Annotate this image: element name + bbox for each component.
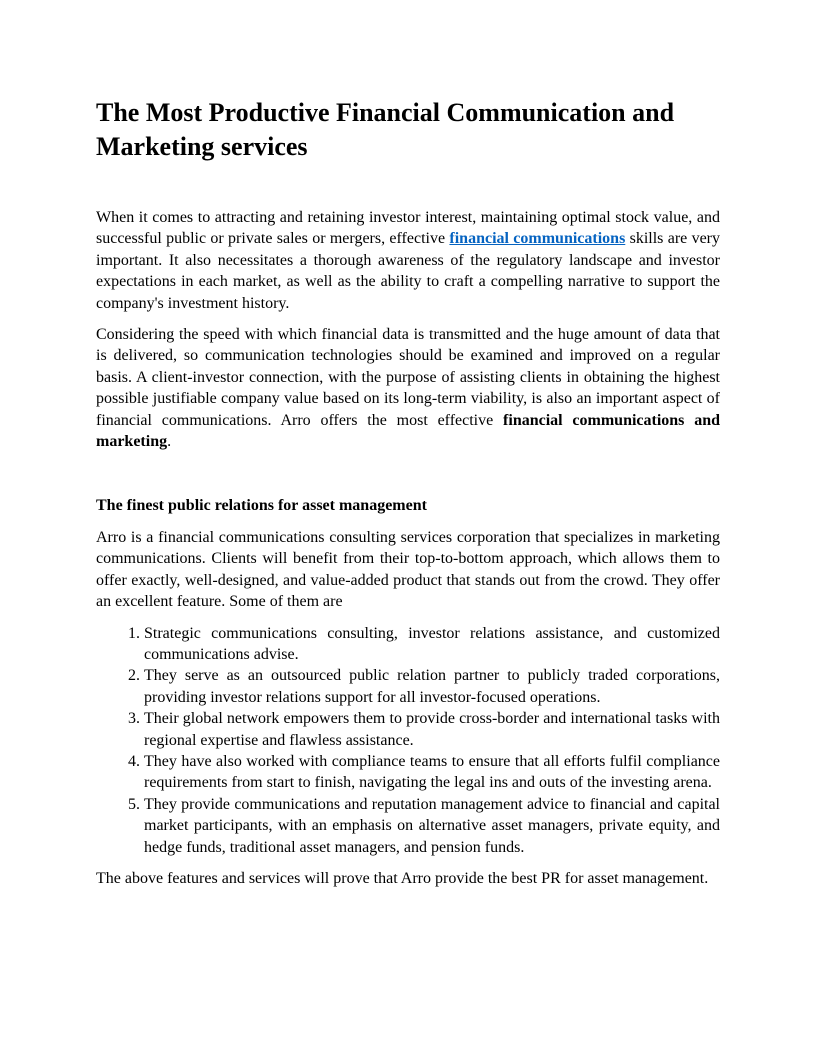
intro-text-after-link: skills are very important. It also necessitates a thorough awareness of the regulatory landscape and investor expectations in each market, as well as the ability to craft a compelling narrative to support the company's investment history. — [96, 230, 721, 312]
intro-text-before-link: When it comes to attracting and retaining investor interest, maintaining optimal stock value, and successful public or private sales or mergers, effective — [96, 209, 720, 248]
paragraph-2-text: Considering the speed with which financial data is transmitted and the huge amount of data that is delivered, so communication technologies should be examined and improved on a regular basis. A client-investor connection, with the purpose of assisting clients in obtaining the highest possible justifiable company value based on its long-term viability, is also an important aspect of financial communications. Arro offers the most effective — [96, 326, 720, 429]
page-title: The Most Productive Financial Communication and Marketing services — [96, 98, 675, 161]
list-item: 1. Strategic communications consulting, investor relations assistance, and customized communications advise. — [144, 623, 720, 666]
section-heading: The finest public relations for asset management — [96, 497, 427, 515]
list-item: 4. They have also worked with compliance teams to ensure that all efforts fulfil compliance requirements from start to finish, navigating the legal ins and outs of the investing arena. — [144, 751, 720, 794]
list-item: 2. They serve as an outsourced public relation partner to publicly traded corporations, providing investor relations support for all investor-focused operations. — [144, 665, 720, 708]
list-item: 3. Their global network empowers them to provide cross-border and international tasks with regional expertise and flawless assistance. — [144, 708, 720, 751]
list-item: 5. They provide communications and reputation management advice to financial and capital market participants, with an emphasis on alternative asset managers, private equity, and hedge funds, traditional asset managers, and pension funds. — [144, 794, 720, 858]
section-intro-paragraph: Arro is a financial communications consulting services corporation that specializes in marketing communications. Clients will benefit from their top-to-bottom approach, which allows them to offer exactly, well-designed, and value-added product that stands out from the crowd. They offer an excellent feature. Some of them are — [96, 528, 720, 611]
paragraph-2-bold-phrase: financial communications and marketing — [96, 411, 721, 451]
features-list — [96, 623, 720, 858]
intro-paragraph — [96, 207, 720, 314]
financial-communications-link[interactable]: financial communications — [449, 230, 626, 248]
closing-paragraph: The above features and services will prove that Arro provide the best PR for asset management. — [96, 869, 709, 887]
body-paragraph-2 — [96, 324, 720, 452]
paragraph-2-end: . — [167, 433, 172, 451]
document-page — [96, 96, 720, 889]
